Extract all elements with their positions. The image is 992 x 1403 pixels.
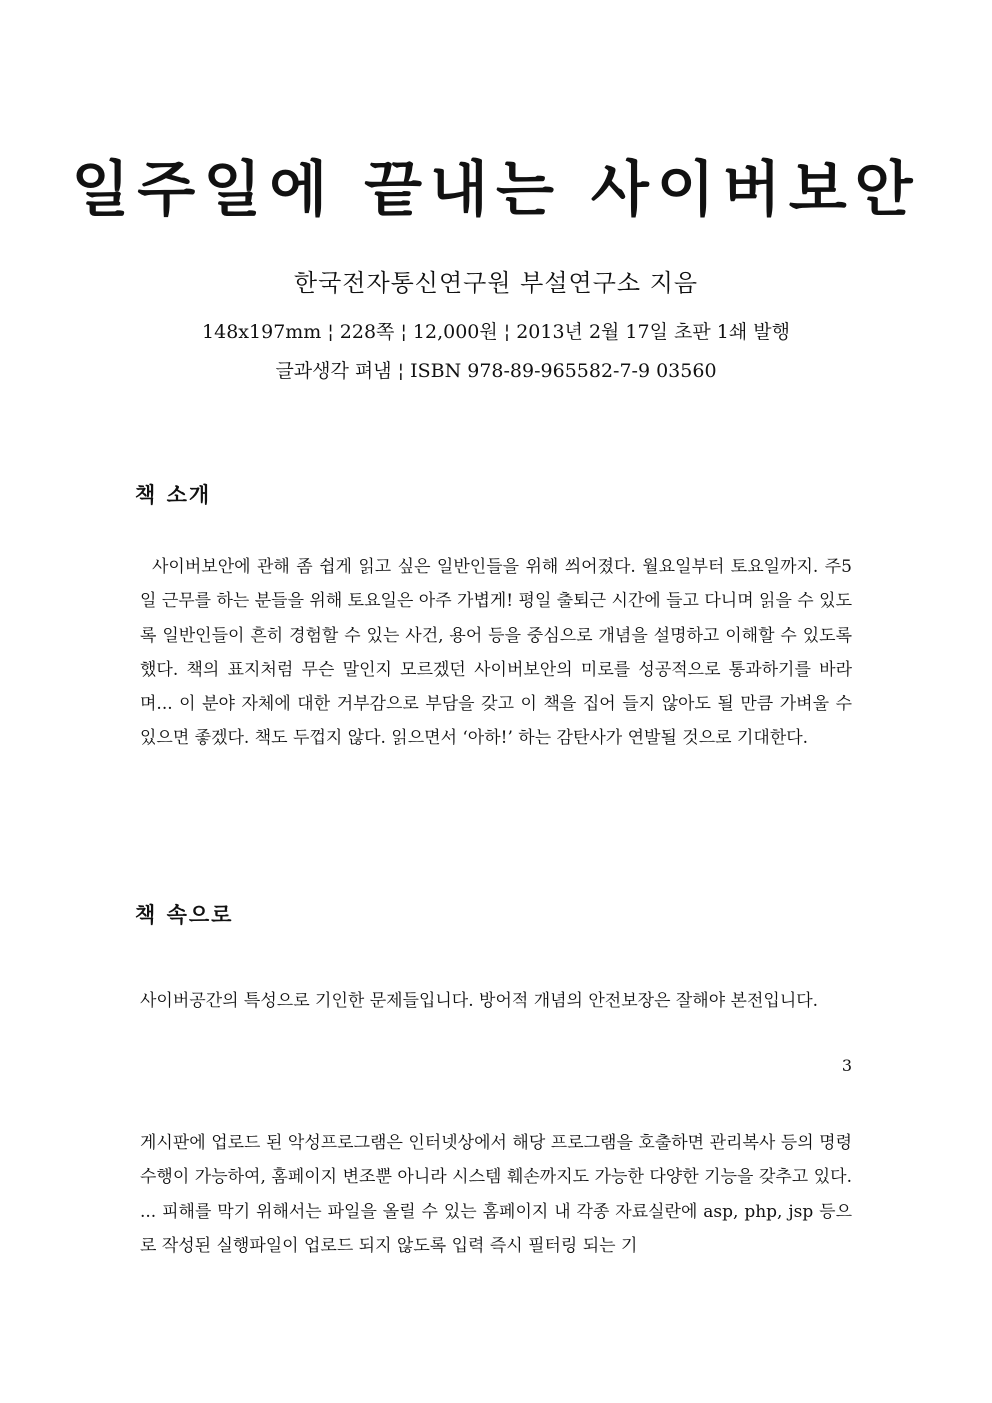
- book-author: 한국전자통신연구원 부설연구소 지음: [293, 269, 699, 297]
- excerpt-paragraph-1: 사이버공간의 특성으로 기인한 문제들입니다. 방어적 개념의 안전보장은 잘해야 본전입니다.: [140, 991, 819, 1011]
- intro-paragraph: 사이버보안에 관해 좀 쉽게 읽고 싶은 일반인들을 위해 씌어졌다. 월요일부터 토요일까지. 주5일 근무를 하는 분들을 위해 토요일은 아주 가볍게! 평일 출퇴근 시간에 들고 다니며 읽을 수 있도록 일반인들이 흔히 경험할 수 있는 사건, 용어 등을 중심으로 개념을 설명하고 이해할 수 있도록 했다. 책의 표지처럼 무슨 말인지 모르겠던 사이버보안의 미로를 성공적으로 통과하기를 바라며... 이 분야 자체에 대한 거부감으로 부담을 갖고 이 책을 집어 들지 않아도 될 만큼 가벼울 수 있으면 좋겠다. 책도 두껍지 않다. 읽으면서 ‘아하!’ 하는 감탄사가 연발될 것으로 기대한다.: [140, 557, 852, 749]
- book-title: 일주일에 끝내는 사이버보안: [71, 155, 921, 225]
- excerpt-paragraph-2: 게시판에 업로드 된 악성프로그램은 인터넷상에서 해당 프로그램을 호출하면 관리복사 등의 명령 수행이 가능하여, 홈페이지 변조뿐 아니라 시스템 훼손까지도 가능한 다양한 기능을 갖추고 있다. ... 피해를 막기 위해서는 파일을 올릴 수 있는 홈페이지 내 각종 자료실란에 asp, php, jsp 등으로 작성된 실행파일이 업로드 되지 않도록 입력 즉시 필터링 되는 기: [140, 1133, 852, 1256]
- excerpt-page-number: 3: [841, 1056, 852, 1075]
- book-meta-line-1: 148x197mm ¦ 228쪽 ¦ 12,000원 ¦ 2013년 2월 17일 초판 1쇄 발행: [202, 321, 790, 343]
- section-heading-intro: 책 소개: [135, 482, 212, 507]
- section-heading-inside: 책 속으로: [135, 902, 234, 927]
- book-meta-line-2: 글과생각 펴냄 ¦ ISBN 978-89-965582-7-9 03560: [275, 360, 717, 382]
